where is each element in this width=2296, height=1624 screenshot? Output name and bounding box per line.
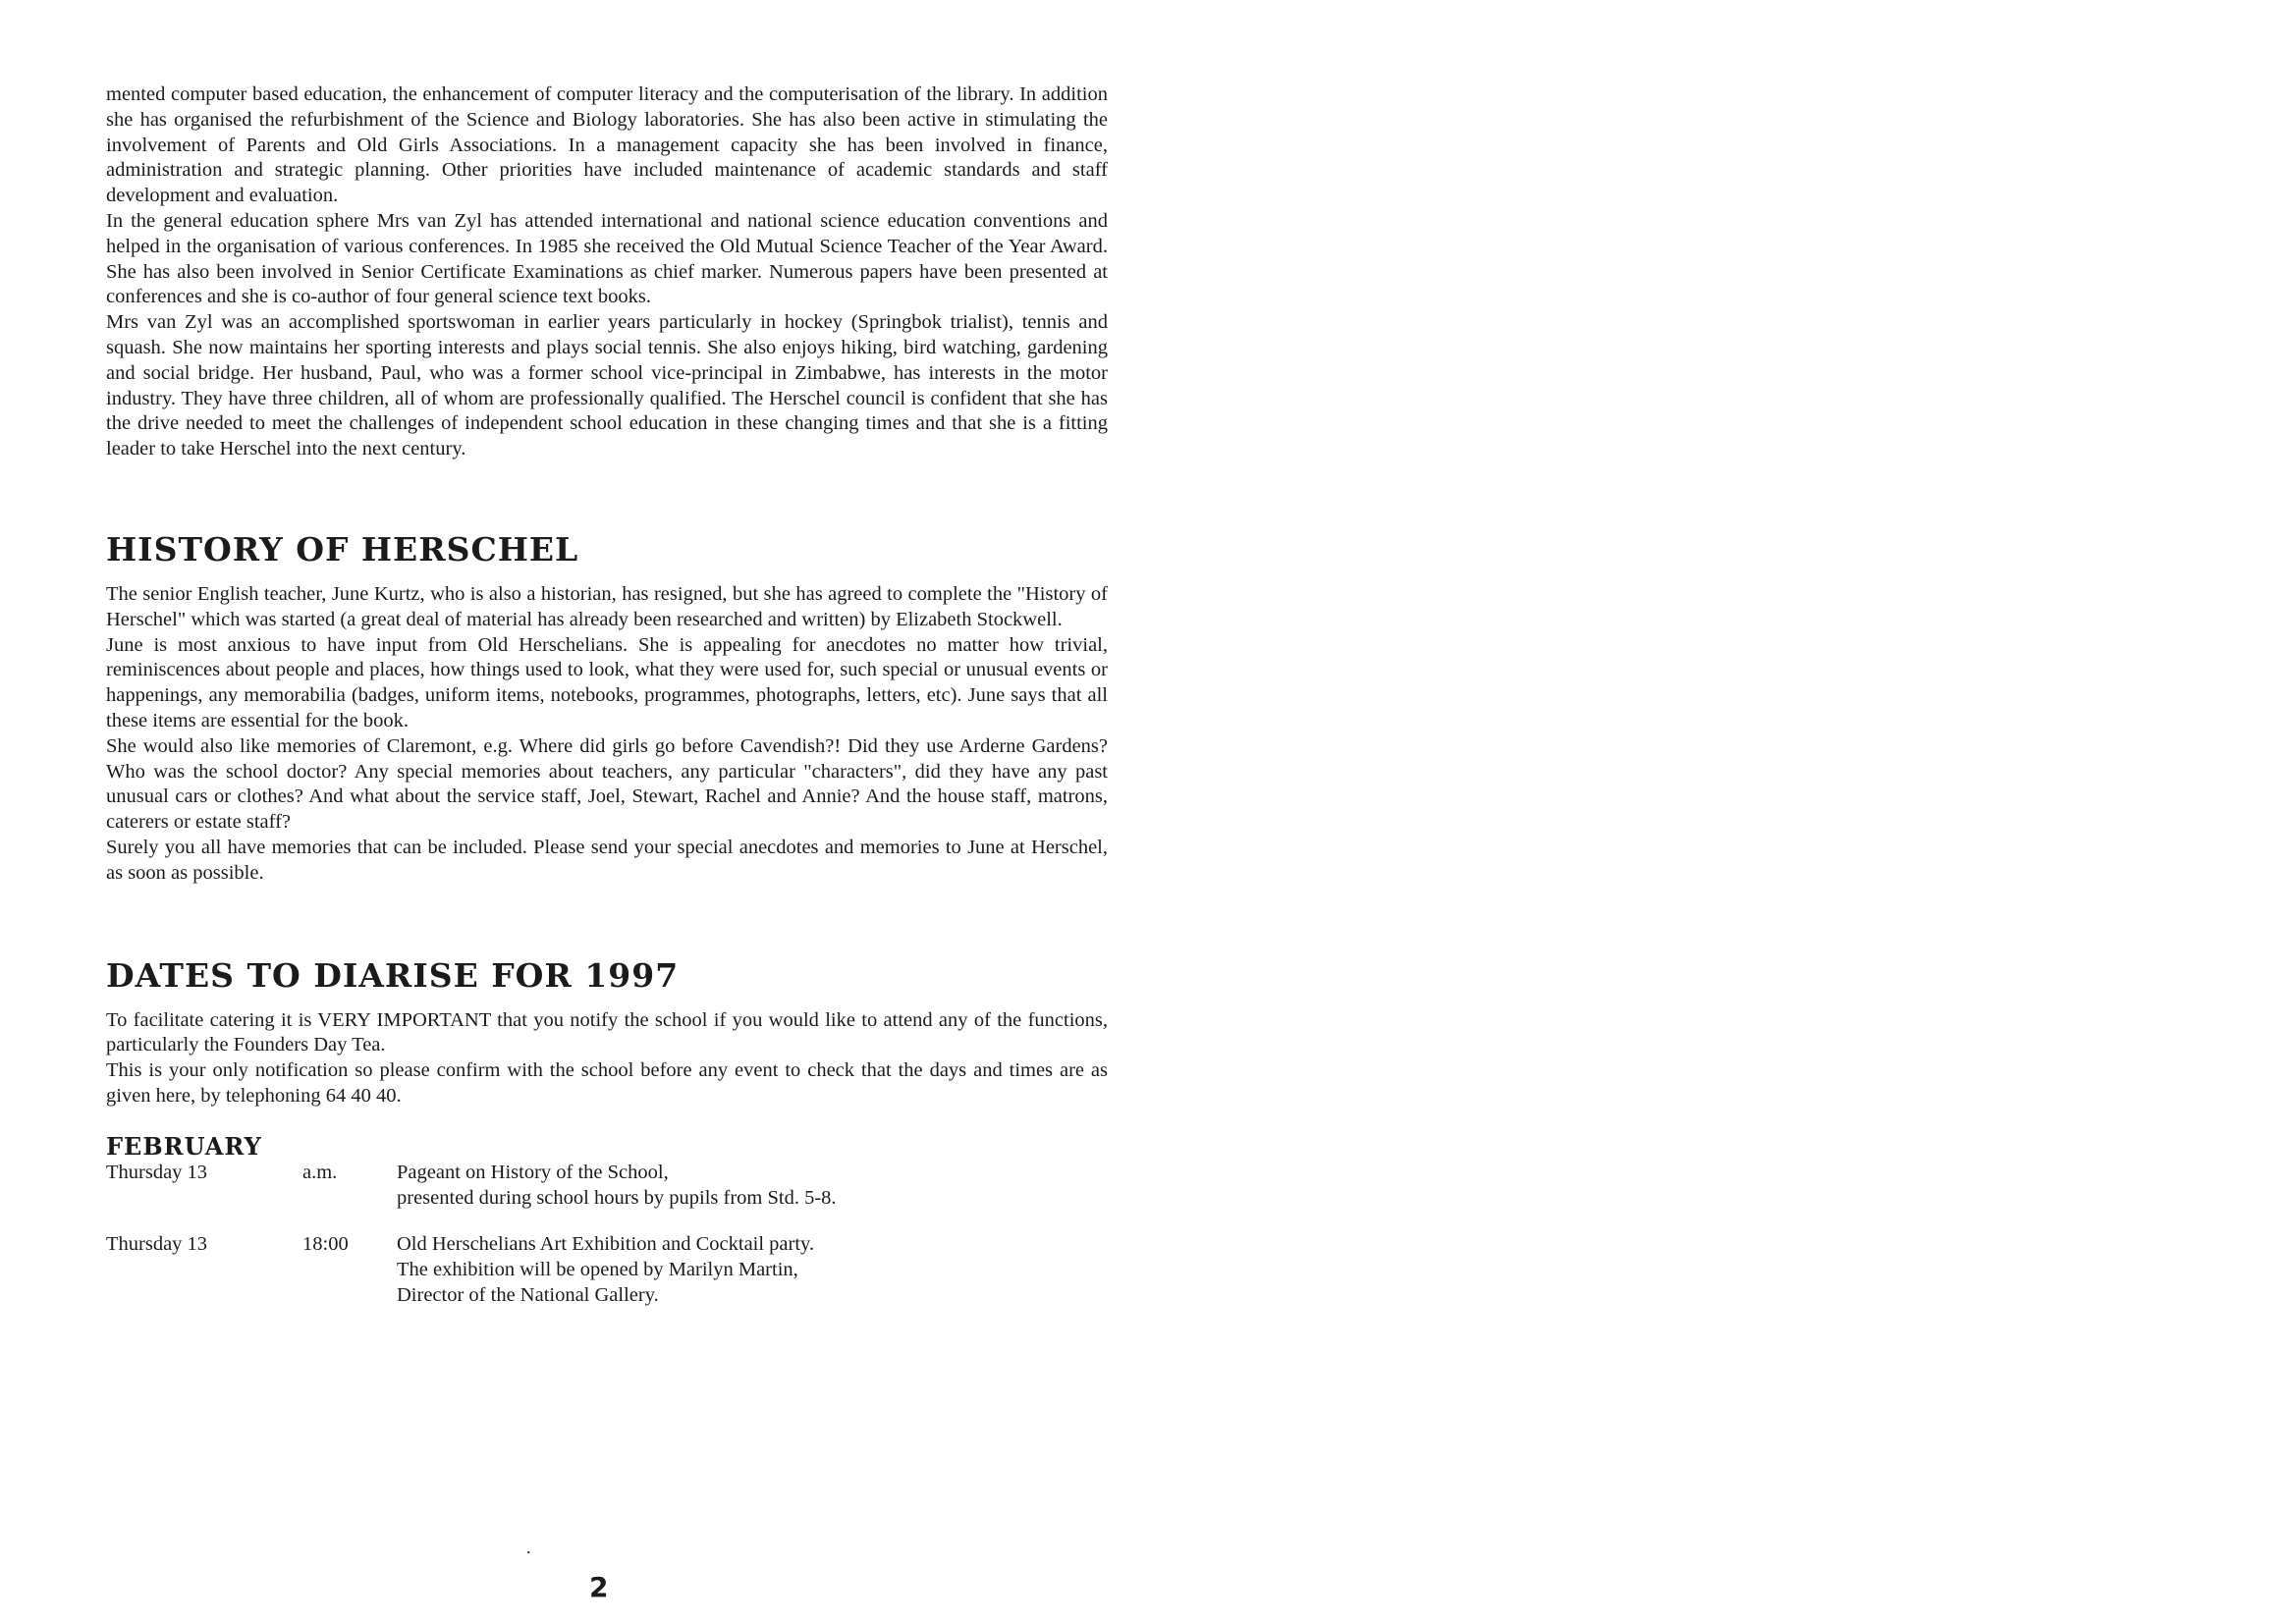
- text-column: [106, 82, 1108, 1309]
- event-day: Thursday 13: [106, 1161, 208, 1183]
- event-line: Director of the National Gallery.: [397, 1283, 659, 1306]
- intro-paragraph: Mrs van Zyl was an accomplished sportswoman in earlier years particularly in hockey (Springbok trialist), tennis and squash. She now maintains her sporting interests and plays social tennis. She also enjoys hiking, bird watching, gardening and social bridge. Her husband, Paul, who was a former school vice-principal in Zimbabwe, has interests in the motor industry. They have three children, all of whom are professionally qualified. The Herschel council is confident that she has the drive needed to meet the challenges of independent school education in these changing times and that she is a fitting leader to take Herschel into the next century.: [106, 311, 1108, 460]
- history-paragraph: She would also like memories of Claremont, e.g. Where did girls go before Cavendish?! Did they use Arderne Gardens? Who was the school doctor? Any special memories about teachers, any particular "characters", did they have any past unusual cars or clothes? And what about the service staff, Joel, Stewart, Rachel and Annie? And the house staff, matrons, caterers or estate staff?: [106, 734, 1108, 834]
- dates-paragraph: This is your only notification so please confirm with the school before any event to check that the days and times are as given here, by telephoning 64 40 40.: [106, 1059, 1108, 1107]
- event-line: Old Herschelians Art Exhibition and Cocktail party.: [397, 1233, 815, 1256]
- month-heading: FEBRUARY: [106, 1131, 262, 1161]
- event-description: [397, 1232, 1108, 1308]
- history-paragraph: The senior English teacher, June Kurtz, who is also a historian, has resigned, but she has agreed to complete the "History of Herschel" which was started (a great deal of material has already been researched and written) by Elizabeth Stockwell.: [106, 582, 1108, 630]
- event-row: [106, 1161, 1108, 1212]
- dates-paragraph: To facilitate catering it is VERY IMPORTANT that you notify the school if you would like to attend any of the functions, particularly the Founders Day Tea.: [106, 1008, 1108, 1056]
- intro-paragraph: In the general education sphere Mrs van Zyl has attended international and national science education conventions and helped in the organisation of various conferences. In 1985 she received the Old Mutual Science Teacher of the Year Award. She has also been involved in Senior Certificate Examinations as chief marker. Numerous papers have been presented at conferences and she is co-author of four general science text books.: [106, 209, 1108, 308]
- dates-heading: DATES TO DIARISE FOR 1997: [106, 955, 680, 995]
- page-number: 2: [589, 1571, 609, 1603]
- history-heading: HISTORY OF HERSCHEL: [106, 529, 579, 568]
- event-time: 18:00: [302, 1233, 349, 1256]
- intro-paragraph: mented computer based education, the enhancement of computer literacy and the computerisation of the library. In addition she has organised the refurbishment of the Science and Biology laboratories. She has also been active in stimulating the involvement of Parents and Old Girls Associations. In a management capacity she has been involved in finance, administration and strategic planning. Other priorities have included maintenance of academic standards and staff development and evaluation.: [106, 83, 1108, 207]
- event-row: [106, 1232, 1108, 1308]
- event-line: presented during school hours by pupils from Std. 5-8.: [397, 1186, 837, 1209]
- history-paragraph: June is most anxious to have input from Old Herschelians. She is appealing for anecdotes no matter how trivial, reminiscences about people and places, how things used to look, what they were used for, such special or unusual events or happenings, any memorabilia (badges, uniform items, notebooks, programmes, photographs, letters, etc). June says that all these items are essential for the book.: [106, 633, 1108, 731]
- event-time: a.m.: [302, 1161, 338, 1183]
- event-description: [397, 1161, 1108, 1212]
- stray-mark: .: [526, 1538, 531, 1557]
- history-paragraph: Surely you all have memories that can be included. Please send your special anecdotes and memories to June at Herschel, as soon as possible.: [106, 836, 1108, 884]
- event-line: The exhibition will be opened by Marilyn Martin,: [397, 1259, 798, 1281]
- event-day: Thursday 13: [106, 1233, 208, 1256]
- event-line: Pageant on History of the School,: [397, 1161, 669, 1183]
